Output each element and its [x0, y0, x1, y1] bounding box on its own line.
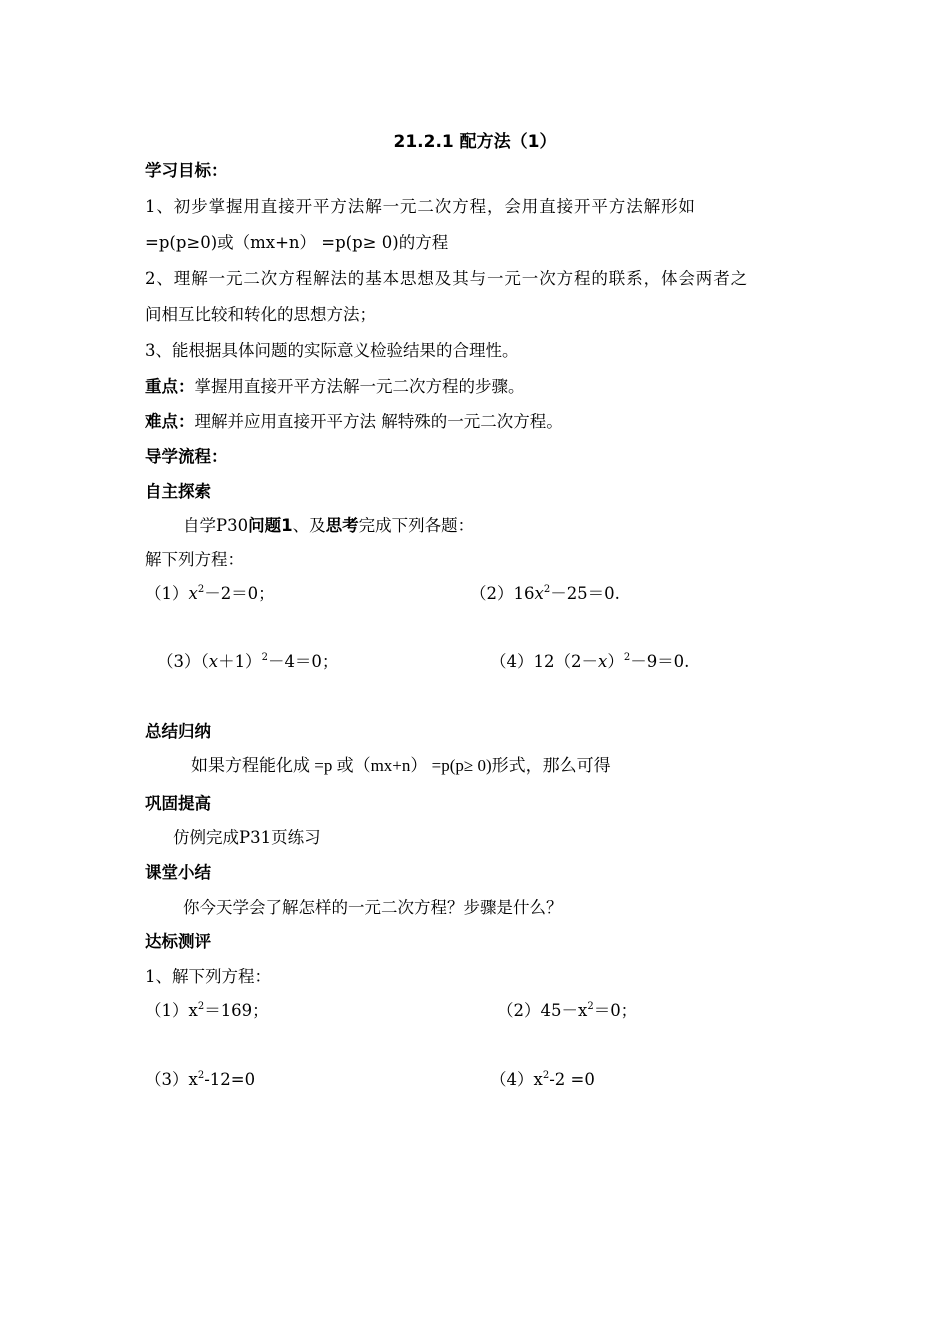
explore-intro [183, 515, 474, 537]
eq-rest: －25＝0. [550, 584, 620, 603]
eq-exponent: 2 [543, 584, 551, 595]
eq-variable: x [188, 584, 198, 603]
eq-right: -2 =0 [549, 1070, 595, 1089]
objectives-heading: 学习目标： [145, 161, 228, 180]
assessment-equation-3 [145, 1069, 255, 1091]
class-summary-heading: 课堂小结 [145, 863, 211, 882]
eq-left: （2）45－x [497, 1001, 588, 1020]
eq-number: （3）（ [157, 652, 209, 671]
eq-left: （4）x [490, 1070, 543, 1089]
explore-intro-c: 、及 [292, 516, 326, 535]
objective-3: 3、能根据具体问题的实际意义检验结果的合理性。 [145, 341, 519, 360]
flow-heading: 导学流程： [145, 447, 228, 466]
eq-exponent: 2 [623, 652, 631, 663]
eq-right: ＝169； [204, 1001, 269, 1020]
eq-left: （3）x [145, 1070, 198, 1089]
assessment-equation-1 [145, 1000, 269, 1022]
eq-rest: －2＝0； [204, 584, 275, 603]
explore-equation-3 [157, 651, 338, 673]
explore-intro-e: 完成下列各题： [358, 516, 475, 535]
objective-2-line-2: 间相互比较和转化的思想方法； [145, 305, 376, 324]
difficulty [145, 411, 563, 433]
eq-exponent: 2 [542, 1070, 550, 1081]
eq-right: -12=0 [204, 1070, 256, 1089]
explore-intro-b: 问题1 [248, 516, 293, 535]
summary-heading: 总结归纳 [145, 722, 211, 741]
eq-exponent: 2 [197, 584, 205, 595]
consolidate-text: 仿例完成P31页练习 [173, 828, 321, 847]
explore-equation-4 [490, 651, 689, 673]
explore-intro-d: 思考 [325, 516, 359, 535]
difficulty-text: 理解并应用直接开平方法 解特殊的一元二次方程。 [194, 412, 563, 431]
eq-exponent: 2 [197, 1001, 205, 1012]
objective-1-line-1: 1、初步掌握用直接开平方法解一元二次方程，会用直接开平方法解形如 [145, 197, 696, 216]
objective-2-line-1: 2、理解一元二次方程解法的基本思想及其与一元一次方程的联系，体会两者之 [145, 269, 748, 288]
eq-number: （4）12（2－ [490, 652, 598, 671]
eq-middle: ） [607, 652, 624, 671]
eq-number: （1） [145, 584, 189, 603]
assessment-equation-2 [497, 1000, 637, 1022]
explore-equation-2 [470, 583, 620, 605]
eq-exponent: 2 [197, 1070, 205, 1081]
eq-variable: x [208, 652, 219, 671]
assessment-equation-4 [490, 1069, 595, 1091]
eq-middle: ＋1） [218, 652, 262, 671]
eq-exponent: 2 [261, 652, 268, 663]
assessment-task: 1、解下列方程： [145, 967, 271, 986]
eq-rest: －9＝0. [630, 652, 690, 671]
difficulty-label: 难点： [145, 412, 195, 431]
explore-equation-1 [145, 583, 275, 605]
explore-heading: 自主探索 [145, 482, 211, 501]
eq-exponent: 2 [587, 1001, 594, 1012]
key-point-text: 掌握用直接开平方法解一元二次方程的步骤。 [194, 377, 525, 396]
eq-variable: x [598, 652, 608, 671]
page-title: 21.2.1 配方法（1） [393, 132, 557, 152]
explore-intro-a: 自学P30 [183, 516, 249, 535]
eq-left: （1）x [145, 1001, 198, 1020]
eq-rest: －4＝0； [267, 652, 339, 671]
key-point [145, 376, 525, 398]
explore-task: 解下列方程： [145, 550, 244, 569]
eq-number: （2）16 [470, 584, 535, 603]
class-summary-text: 你今天学会了解怎样的一元二次方程？步骤是什么？ [183, 898, 563, 917]
consolidate-heading: 巩固提高 [145, 794, 211, 813]
objective-1-line-2: =p(p≥0)或（mx+n） =p(p≥ 0)的方程 [145, 233, 449, 252]
eq-variable: x [534, 584, 544, 603]
eq-right: ＝0； [593, 1001, 638, 1020]
summary-text: 如果方程能化成 =p 或（mx+n） =p(p≥ 0)形式，那么可得 [191, 756, 611, 775]
assessment-heading: 达标测评 [145, 932, 211, 951]
key-point-label: 重点： [145, 377, 195, 396]
